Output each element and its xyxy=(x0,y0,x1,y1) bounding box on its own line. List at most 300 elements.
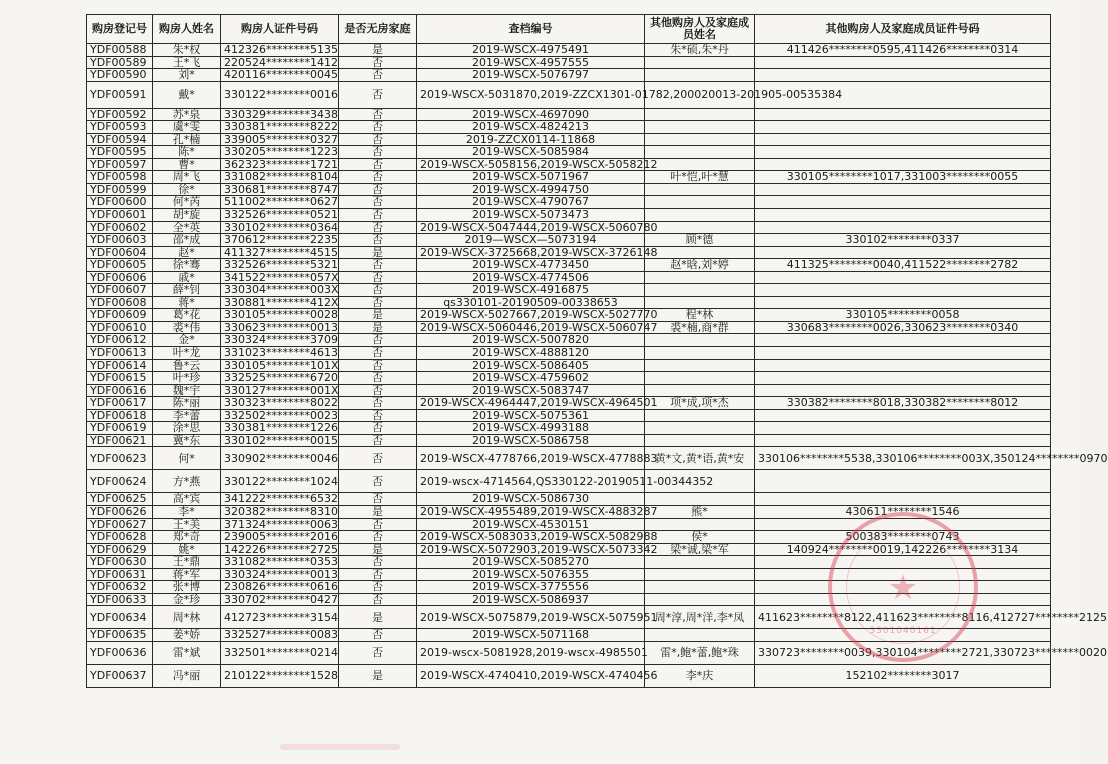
reg-no-cell: YDF00615 xyxy=(87,372,153,385)
buyer-cert-cell: 330205********1223 xyxy=(221,146,339,159)
buyer-name-cell: 陈* xyxy=(153,146,221,159)
check-no-cell: qs330101-20190509-00338653 xyxy=(417,296,645,309)
buyer-name-cell: 刘* xyxy=(153,69,221,82)
table-row xyxy=(87,581,1051,594)
others-cert-cell xyxy=(755,158,1051,171)
header-check-no: 查档编号 xyxy=(417,15,645,44)
others-cell xyxy=(645,568,755,581)
reg-no-cell: YDF00636 xyxy=(87,641,153,664)
table-body xyxy=(87,43,1108,688)
others-cert-cell xyxy=(755,581,1051,594)
table-row xyxy=(87,171,1051,184)
reg-no-cell: YDF00610 xyxy=(87,321,153,334)
table-header-row xyxy=(87,15,1051,44)
others-cert-cell xyxy=(755,221,1051,234)
others-cert-cell xyxy=(755,422,1051,435)
buyer-name-cell: 胡*旋 xyxy=(153,209,221,222)
no-house-cell: 是 xyxy=(339,664,417,687)
others-cert-cell: 140924********0019,142226********3134 xyxy=(755,543,1051,556)
others-cell: 侯* xyxy=(645,531,755,544)
buyer-cert-cell: 142226********2725 xyxy=(221,543,339,556)
header-buyer-cert: 购房人证件号码 xyxy=(221,15,339,44)
others-cell xyxy=(645,347,755,360)
header-no-house: 是否无房家庭 xyxy=(339,15,417,44)
buyer-name-cell: 戚* xyxy=(153,271,221,284)
buyer-cert-cell: 331082********0353 xyxy=(221,556,339,569)
check-no-cell: 2019-WSCX-4530151 xyxy=(417,518,645,531)
buyer-cert-cell: 332501********0214 xyxy=(221,641,339,664)
table-row xyxy=(87,447,1051,470)
buyer-name-cell: 邵*成 xyxy=(153,234,221,247)
no-house-cell: 是 xyxy=(339,606,417,629)
no-house-cell: 否 xyxy=(339,296,417,309)
table-row xyxy=(87,505,1051,518)
buyer-cert-cell: 330127********001X xyxy=(221,384,339,397)
check-no-cell: 2019-WSCX-5086937 xyxy=(417,593,645,606)
reg-no-cell: YDF00632 xyxy=(87,581,153,594)
check-no-cell: 2019-WSCX-3775556 xyxy=(417,581,645,594)
buyer-name-cell: 徐* xyxy=(153,183,221,196)
buyer-cert-cell: 330881********412X xyxy=(221,296,339,309)
buyer-name-cell: 薛*钊 xyxy=(153,284,221,297)
no-house-cell: 否 xyxy=(339,556,417,569)
buyer-name-cell: 姚* xyxy=(153,543,221,556)
others-cert-cell: 330382********8018,330382********8012 xyxy=(755,397,1051,410)
others-cell: 顾*德 xyxy=(645,234,755,247)
others-cell xyxy=(645,246,755,259)
reg-no-cell: YDF00599 xyxy=(87,183,153,196)
reg-no-cell: YDF00590 xyxy=(87,69,153,82)
check-no-cell: 2019-WSCX-5085984 xyxy=(417,146,645,159)
table-row xyxy=(87,470,1051,493)
check-no-cell: 2019-WSCX-5027667,2019-WSCX-5027770 xyxy=(417,309,645,322)
reg-no-cell: YDF00605 xyxy=(87,259,153,272)
buyer-name-cell: 全*英 xyxy=(153,221,221,234)
table-row xyxy=(87,221,1051,234)
others-cert-cell xyxy=(755,593,1051,606)
reg-no-cell: YDF00608 xyxy=(87,296,153,309)
buyer-cert-cell: 332502********0023 xyxy=(221,409,339,422)
reg-no-cell: YDF00591 xyxy=(87,81,153,108)
buyer-name-cell: 徐*骞 xyxy=(153,259,221,272)
buyer-cert-cell: 330323********8022 xyxy=(221,397,339,410)
reg-no-cell: YDF00635 xyxy=(87,629,153,642)
buyer-cert-cell: 230826********0616 xyxy=(221,581,339,594)
check-no-cell: 2019-WSCX-4964447,2019-WSCX-4964501 xyxy=(417,397,645,410)
check-no-cell: 2019-WSCX-5086405 xyxy=(417,359,645,372)
others-cell xyxy=(645,56,755,69)
buyer-name-cell: 虞*雯 xyxy=(153,121,221,134)
buyer-name-cell: 孔*楠 xyxy=(153,133,221,146)
buyer-cert-cell: 332526********5321 xyxy=(221,259,339,272)
buyer-cert-cell: 511002********0627 xyxy=(221,196,339,209)
buyer-cert-cell: 339005********0327 xyxy=(221,133,339,146)
table-row xyxy=(87,81,1051,108)
table-row xyxy=(87,296,1051,309)
table-row xyxy=(87,593,1051,606)
table-row xyxy=(87,347,1051,360)
check-no-cell: 2019-WSCX-5075361 xyxy=(417,409,645,422)
no-house-cell: 否 xyxy=(339,183,417,196)
no-house-cell: 否 xyxy=(339,422,417,435)
reg-no-cell: YDF00624 xyxy=(87,470,153,493)
others-cert-cell xyxy=(755,209,1051,222)
check-no-cell: 2019-WSCX-4773450 xyxy=(417,259,645,272)
no-house-cell: 否 xyxy=(339,221,417,234)
buyer-name-cell: 叶*龙 xyxy=(153,347,221,360)
check-no-cell: 2019-WSCX-5031870,2019-ZZCX1301-01782,200020013-201905-00535384 xyxy=(417,81,645,108)
buyer-name-cell: 苏*泉 xyxy=(153,108,221,121)
buyer-name-cell: 王*鼎 xyxy=(153,556,221,569)
table-row xyxy=(87,246,1051,259)
no-house-cell: 是 xyxy=(339,246,417,259)
buyer-cert-cell: 330324********3709 xyxy=(221,334,339,347)
table-row xyxy=(87,133,1051,146)
buyer-name-cell: 周*林 xyxy=(153,606,221,629)
others-cert-cell: 500383********0743 xyxy=(755,531,1051,544)
buyer-name-cell: 魏*宇 xyxy=(153,384,221,397)
table-row xyxy=(87,321,1051,334)
table-row xyxy=(87,397,1051,410)
table-row xyxy=(87,409,1051,422)
no-house-cell: 否 xyxy=(339,409,417,422)
buyer-cert-cell: 330329********3438 xyxy=(221,108,339,121)
others-cert-cell xyxy=(755,518,1051,531)
reg-no-cell: YDF00612 xyxy=(87,334,153,347)
no-house-cell: 否 xyxy=(339,171,417,184)
others-cert-cell xyxy=(755,409,1051,422)
others-cell xyxy=(645,581,755,594)
reg-no-cell: YDF00616 xyxy=(87,384,153,397)
reg-no-cell: YDF00623 xyxy=(87,447,153,470)
table-row xyxy=(87,568,1051,581)
others-cell: 梁*诚,梁*军 xyxy=(645,543,755,556)
others-cert-cell xyxy=(755,296,1051,309)
buyer-cert-cell: 330102********0015 xyxy=(221,434,339,447)
reg-no-cell: YDF00637 xyxy=(87,664,153,687)
buyer-cert-cell: 330102********0364 xyxy=(221,221,339,234)
others-cert-cell xyxy=(755,347,1051,360)
others-cert-cell xyxy=(755,246,1051,259)
buyer-cert-cell: 210122********1528 xyxy=(221,664,339,687)
buyer-name-cell: 周*飞 xyxy=(153,171,221,184)
no-house-cell: 否 xyxy=(339,133,417,146)
buyer-cert-cell: 330381********1226 xyxy=(221,422,339,435)
buyer-name-cell: 王*飞 xyxy=(153,56,221,69)
reg-no-cell: YDF00588 xyxy=(87,44,153,57)
others-cell xyxy=(645,493,755,506)
table-row xyxy=(87,284,1051,297)
header-reg-no: 购房登记号 xyxy=(87,15,153,44)
no-house-cell: 是 xyxy=(339,309,417,322)
no-house-cell: 否 xyxy=(339,259,417,272)
others-cell xyxy=(645,422,755,435)
buyer-cert-cell: 330702********0427 xyxy=(221,593,339,606)
others-cell: 项*成,项*杰 xyxy=(645,397,755,410)
reg-no-cell: YDF00600 xyxy=(87,196,153,209)
no-house-cell: 是 xyxy=(339,44,417,57)
others-cert-cell: 330105********1017,331003********0055 xyxy=(755,171,1051,184)
table-row xyxy=(87,108,1051,121)
buyer-cert-cell: 370612********2235 xyxy=(221,234,339,247)
check-no-cell: 2019-WSCX-3725668,2019-WSCX-3726148 xyxy=(417,246,645,259)
others-cell xyxy=(645,284,755,297)
check-no-cell: 2019-WSCX-5085270 xyxy=(417,556,645,569)
reg-no-cell: YDF00618 xyxy=(87,409,153,422)
table-row xyxy=(87,422,1051,435)
others-cert-cell xyxy=(755,284,1051,297)
table-row xyxy=(87,69,1051,82)
others-cell xyxy=(645,196,755,209)
check-no-cell: 2019-WSCX-4790767 xyxy=(417,196,645,209)
no-house-cell: 否 xyxy=(339,447,417,470)
no-house-cell: 否 xyxy=(339,146,417,159)
others-cell: 裘*楠,商*群 xyxy=(645,321,755,334)
others-cell: 朱*硕,朱*丹 xyxy=(645,44,755,57)
others-cert-cell xyxy=(755,493,1051,506)
check-no-cell: 2019-WSCX-5076797 xyxy=(417,69,645,82)
no-house-cell: 是 xyxy=(339,321,417,334)
buyer-name-cell: 王*美 xyxy=(153,518,221,531)
reg-no-cell: YDF00597 xyxy=(87,158,153,171)
no-house-cell: 否 xyxy=(339,641,417,664)
buyer-name-cell: 曹* xyxy=(153,158,221,171)
reg-no-cell: YDF00594 xyxy=(87,133,153,146)
buyer-name-cell: 雷*斌 xyxy=(153,641,221,664)
reg-no-cell: YDF00609 xyxy=(87,309,153,322)
buyer-name-cell: 姜*娇 xyxy=(153,629,221,642)
reg-no-cell: YDF00625 xyxy=(87,493,153,506)
reg-no-cell: YDF00593 xyxy=(87,121,153,134)
buyer-name-cell: 叶*珍 xyxy=(153,372,221,385)
check-no-cell: 2019-WSCX-4993188 xyxy=(417,422,645,435)
buyer-name-cell: 戴* xyxy=(153,81,221,108)
no-house-cell: 否 xyxy=(339,581,417,594)
table-row xyxy=(87,359,1051,372)
buyer-name-cell: 冀*东 xyxy=(153,434,221,447)
reg-no-cell: YDF00631 xyxy=(87,568,153,581)
table-row xyxy=(87,372,1051,385)
buyer-name-cell: 蒋* xyxy=(153,296,221,309)
check-no-cell: 2019-wscx-5081928,2019-wscx-4985501 xyxy=(417,641,645,664)
check-no-cell: 2019-WSCX-5086758 xyxy=(417,434,645,447)
others-cert-cell: 330102********0337 xyxy=(755,234,1051,247)
others-cell xyxy=(645,629,755,642)
check-no-cell: 2019-WSCX-5073473 xyxy=(417,209,645,222)
check-no-cell: 2019-WSCX-5083033,2019-WSCX-5082988 xyxy=(417,531,645,544)
check-no-cell: 2019-ZZCX0114-11868 xyxy=(417,133,645,146)
others-cert-cell: 411623********8122,411623********8116,412727********2125 xyxy=(755,606,1051,629)
others-cell xyxy=(645,121,755,134)
reg-no-cell: YDF00603 xyxy=(87,234,153,247)
reg-no-cell: YDF00592 xyxy=(87,108,153,121)
no-house-cell: 否 xyxy=(339,629,417,642)
others-cell xyxy=(645,296,755,309)
no-house-cell: 否 xyxy=(339,434,417,447)
reg-no-cell: YDF00602 xyxy=(87,221,153,234)
check-no-cell: 2019-WSCX-4994750 xyxy=(417,183,645,196)
others-cert-cell: 330723********0039,330104********2721,330723********0020 xyxy=(755,641,1051,664)
others-cert-cell: 411325********0040,411522********2782 xyxy=(755,259,1051,272)
buyer-name-cell: 陈*丽 xyxy=(153,397,221,410)
reg-no-cell: YDF00595 xyxy=(87,146,153,159)
no-house-cell: 否 xyxy=(339,121,417,134)
buyer-cert-cell: 330681********8747 xyxy=(221,183,339,196)
header-buyer-name: 购房人姓名 xyxy=(153,15,221,44)
buyer-cert-cell: 332526********0521 xyxy=(221,209,339,222)
table-row xyxy=(87,44,1051,57)
others-cert-cell xyxy=(755,359,1051,372)
table-row xyxy=(87,196,1051,209)
buyer-cert-cell: 320382********8310 xyxy=(221,505,339,518)
check-no-cell: 2019-WSCX-5075879,2019-WSCX-5075951 xyxy=(417,606,645,629)
reg-no-cell: YDF00607 xyxy=(87,284,153,297)
buyer-name-cell: 蒋*军 xyxy=(153,568,221,581)
table-row xyxy=(87,629,1051,642)
seal-code: 3301040161 xyxy=(869,626,937,636)
housing-registration-table xyxy=(86,14,1108,688)
no-house-cell: 是 xyxy=(339,543,417,556)
others-cert-cell xyxy=(755,121,1051,134)
others-cert-cell xyxy=(755,372,1051,385)
buyer-cert-cell: 330902********0046 xyxy=(221,447,339,470)
buyer-name-cell: 李*蕾 xyxy=(153,409,221,422)
no-house-cell: 否 xyxy=(339,234,417,247)
no-house-cell: 否 xyxy=(339,568,417,581)
others-cell xyxy=(645,409,755,422)
others-cert-cell xyxy=(755,556,1051,569)
no-house-cell: 否 xyxy=(339,158,417,171)
reg-no-cell: YDF00633 xyxy=(87,593,153,606)
reg-no-cell: YDF00606 xyxy=(87,271,153,284)
buyer-cert-cell: 362323********1721 xyxy=(221,158,339,171)
others-cert-cell xyxy=(755,629,1051,642)
buyer-name-cell: 裘*伟 xyxy=(153,321,221,334)
check-no-cell: 2019-WSCX-5047444,2019-WSCX-5060780 xyxy=(417,221,645,234)
table-row xyxy=(87,531,1051,544)
red-ink-smudge xyxy=(280,744,400,750)
buyer-name-cell: 李* xyxy=(153,505,221,518)
others-cell: 程*林 xyxy=(645,309,755,322)
check-no-cell: 2019-WSCX-4957555 xyxy=(417,56,645,69)
others-cell xyxy=(645,183,755,196)
reg-no-cell: YDF00627 xyxy=(87,518,153,531)
buyer-cert-cell: 239005********2016 xyxy=(221,531,339,544)
table-row xyxy=(87,664,1051,687)
check-no-cell: 2019-WSCX-5086730 xyxy=(417,493,645,506)
no-house-cell: 否 xyxy=(339,108,417,121)
buyer-cert-cell: 330105********0028 xyxy=(221,309,339,322)
others-cell: 赵*晗,刘*婷 xyxy=(645,259,755,272)
buyer-cert-cell: 330122********1024 xyxy=(221,470,339,493)
table-row xyxy=(87,146,1051,159)
others-cell xyxy=(645,271,755,284)
check-no-cell: 2019-WSCX-4916875 xyxy=(417,284,645,297)
others-cell xyxy=(645,556,755,569)
others-cell xyxy=(645,372,755,385)
others-cell xyxy=(645,146,755,159)
buyer-name-cell: 郑*奇 xyxy=(153,531,221,544)
no-house-cell: 否 xyxy=(339,347,417,360)
no-house-cell: 否 xyxy=(339,56,417,69)
buyer-cert-cell: 371324********0063 xyxy=(221,518,339,531)
others-cert-cell xyxy=(755,133,1051,146)
check-no-cell: 2019-WSCX-4778766,2019-WSCX-4778883 xyxy=(417,447,645,470)
buyer-name-cell: 何*芮 xyxy=(153,196,221,209)
others-cell xyxy=(645,108,755,121)
table-row xyxy=(87,309,1051,322)
buyer-cert-cell: 330105********101X xyxy=(221,359,339,372)
buyer-cert-cell: 332525********6720 xyxy=(221,372,339,385)
check-no-cell: 2019-WSCX-4774506 xyxy=(417,271,645,284)
check-no-cell: 2019—WSCX—5073194 xyxy=(417,234,645,247)
others-cert-cell xyxy=(755,470,1051,493)
others-cell xyxy=(645,434,755,447)
reg-no-cell: YDF00628 xyxy=(87,531,153,544)
table-row xyxy=(87,183,1051,196)
reg-no-cell: YDF00604 xyxy=(87,246,153,259)
table-row xyxy=(87,271,1051,284)
table-row xyxy=(87,434,1051,447)
reg-no-cell: YDF00619 xyxy=(87,422,153,435)
reg-no-cell: YDF00598 xyxy=(87,171,153,184)
buyer-name-cell: 张*博 xyxy=(153,581,221,594)
others-cell xyxy=(645,133,755,146)
no-house-cell: 否 xyxy=(339,470,417,493)
buyer-cert-cell: 330122********0016 xyxy=(221,81,339,108)
no-house-cell: 否 xyxy=(339,196,417,209)
reg-no-cell: YDF00601 xyxy=(87,209,153,222)
others-cert-cell xyxy=(755,384,1051,397)
others-cert-cell: 430611********1546 xyxy=(755,505,1051,518)
others-cell xyxy=(645,209,755,222)
check-no-cell: 2019-WSCX-5076355 xyxy=(417,568,645,581)
reg-no-cell: YDF00614 xyxy=(87,359,153,372)
others-cert-cell: 330683********0026,330623********0340 xyxy=(755,321,1051,334)
others-cell xyxy=(645,334,755,347)
check-no-cell: 2019-WSCX-4975491 xyxy=(417,44,645,57)
table-row xyxy=(87,556,1051,569)
table-row xyxy=(87,384,1051,397)
others-cell xyxy=(645,69,755,82)
no-house-cell: 否 xyxy=(339,209,417,222)
others-cert-cell xyxy=(755,146,1051,159)
others-cert-cell xyxy=(755,183,1051,196)
buyer-name-cell: 金*珍 xyxy=(153,593,221,606)
no-house-cell: 否 xyxy=(339,518,417,531)
buyer-name-cell: 何* xyxy=(153,447,221,470)
buyer-name-cell: 朱*权 xyxy=(153,44,221,57)
others-cert-cell xyxy=(755,434,1051,447)
no-house-cell: 否 xyxy=(339,81,417,108)
others-cell: 李*庆 xyxy=(645,664,755,687)
buyer-cert-cell: 332527********0083 xyxy=(221,629,339,642)
others-cert-cell xyxy=(755,108,1051,121)
table-row xyxy=(87,334,1051,347)
no-house-cell: 是 xyxy=(339,505,417,518)
table-row xyxy=(87,56,1051,69)
no-house-cell: 否 xyxy=(339,493,417,506)
others-cell xyxy=(645,221,755,234)
check-no-cell: 2019-WSCX-4740410,2019-WSCX-4740456 xyxy=(417,664,645,687)
buyer-name-cell: 鲁*云 xyxy=(153,359,221,372)
no-house-cell: 否 xyxy=(339,359,417,372)
no-house-cell: 否 xyxy=(339,384,417,397)
others-cert-cell xyxy=(755,196,1051,209)
table-row xyxy=(87,493,1051,506)
buyer-name-cell: 高*宾 xyxy=(153,493,221,506)
table-row xyxy=(87,158,1051,171)
